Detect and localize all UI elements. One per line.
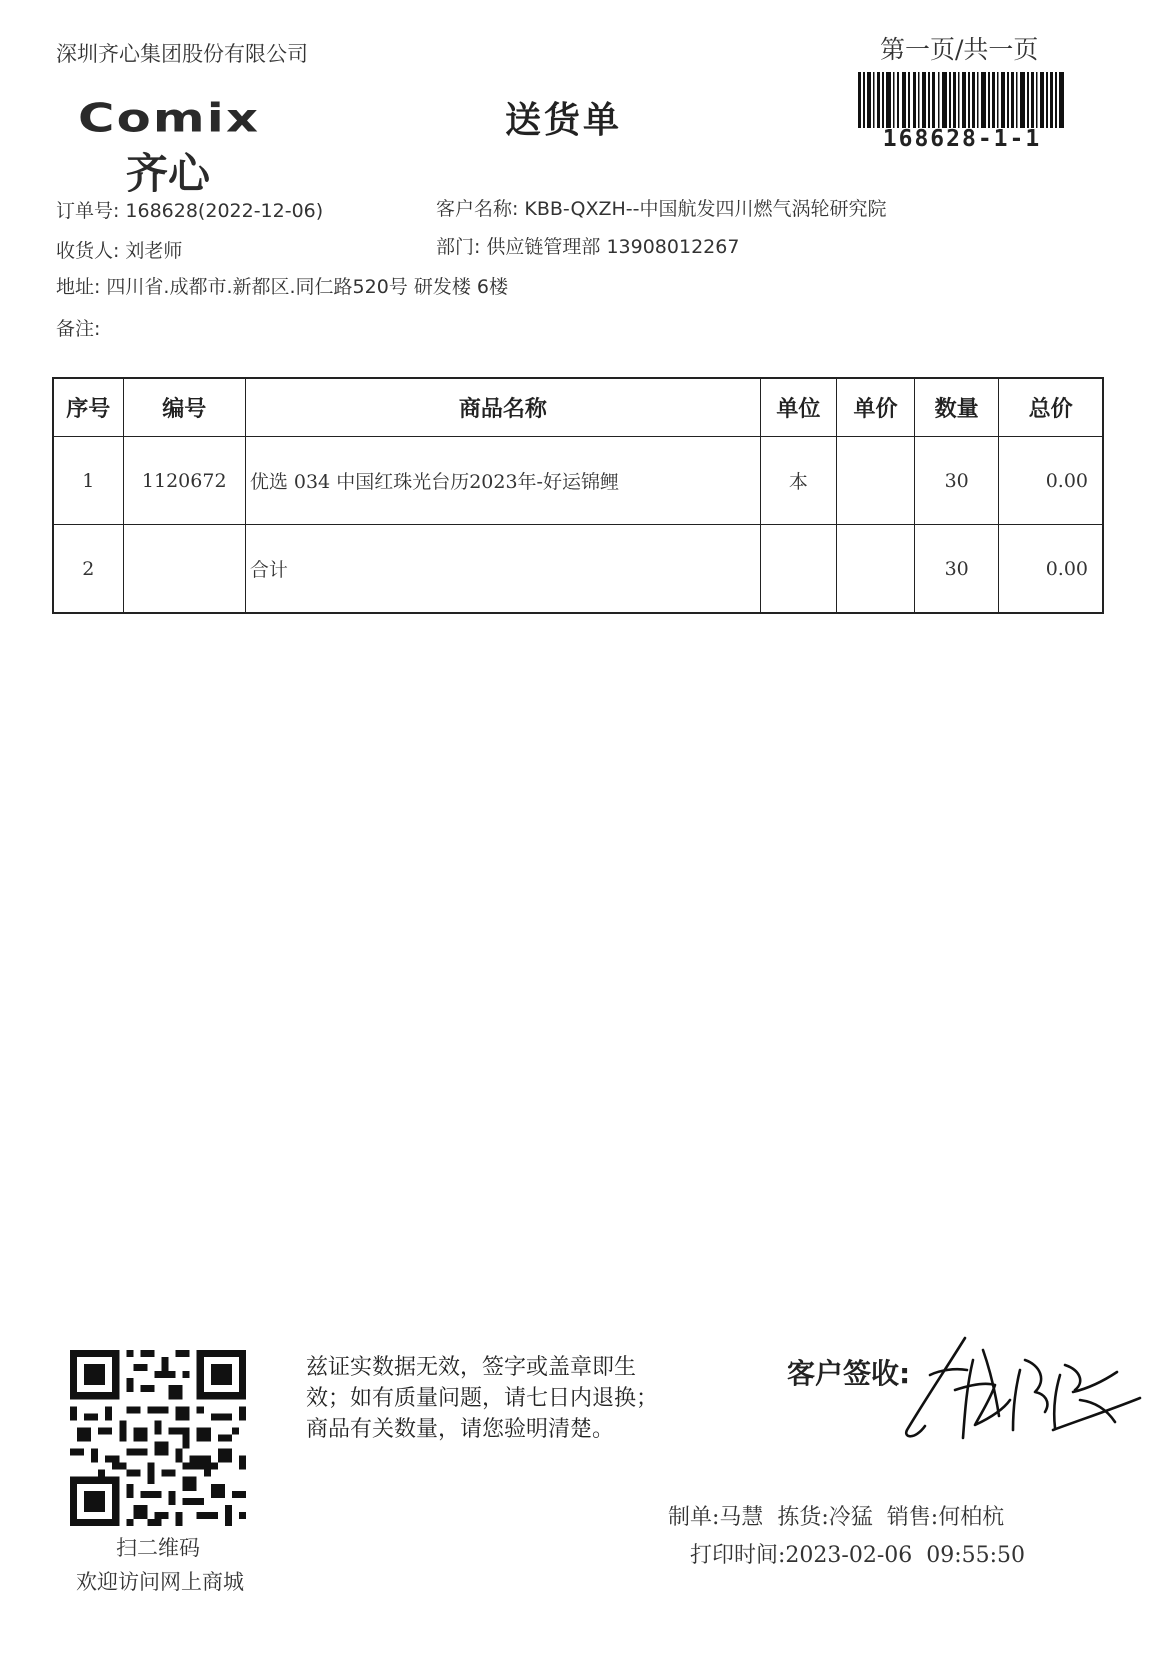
items-table xyxy=(52,377,1104,614)
comix-logo xyxy=(78,96,308,192)
address-field xyxy=(56,272,508,299)
col-header-unit-price: 单价 xyxy=(836,378,914,437)
cell-seq: 1 xyxy=(53,437,123,525)
validity-notice xyxy=(306,1352,706,1445)
order-number-value: 168628(2022-12-06) xyxy=(125,200,324,222)
receiver-label: 收货人: xyxy=(56,240,120,262)
company-name: 深圳齐心集团股份有限公司 xyxy=(56,42,308,66)
department-label: 部门: xyxy=(436,236,481,258)
department-value: 供应链管理部 13908012267 xyxy=(486,236,740,258)
barcode-number: 168628-1-1 xyxy=(882,126,1042,152)
cell-total: 0.00 xyxy=(999,525,1103,614)
cell-quantity: 30 xyxy=(915,437,999,525)
department-field xyxy=(436,232,739,259)
cell-unit xyxy=(760,525,836,614)
cell-product-name: 合计 xyxy=(245,525,760,614)
customer-field xyxy=(436,194,886,221)
cell-unit-price xyxy=(836,437,914,525)
customer-sign-label: 客户签收: xyxy=(787,1357,911,1390)
table-row-total xyxy=(53,525,1103,614)
barcode xyxy=(858,72,1064,128)
cell-product-name: 优选 034 中国红珠光台历2023年-好运锦鲤 xyxy=(245,437,760,525)
cell-total: 0.00 xyxy=(999,437,1103,525)
address-value: 四川省.成都市.新都区.同仁路520号 研发楼 6楼 xyxy=(106,276,508,298)
cell-seq: 2 xyxy=(53,525,123,614)
print-time: 打印时间:2023-02-06 09:55:50 xyxy=(690,1543,1026,1568)
customer-value: KBB-QXZH--中国航发四川燃气涡轮研究院 xyxy=(524,198,887,220)
qr-caption-scan: 扫二维码 xyxy=(116,1536,200,1560)
handwritten-signature xyxy=(895,1330,1145,1450)
order-number-label: 订单号: xyxy=(56,200,120,222)
cell-code xyxy=(123,525,245,614)
notice-line: 商品有关数量，请您验明清楚。 xyxy=(306,1417,615,1442)
cell-quantity: 30 xyxy=(915,525,999,614)
notice-line: 兹证实数据无效，签字或盖章即生 xyxy=(306,1355,637,1380)
logo-text-en: Comix xyxy=(78,96,261,142)
address-label: 地址: xyxy=(56,276,101,298)
col-header-product-name: 商品名称 xyxy=(245,378,760,437)
page-indicator: 第一页/共一页 xyxy=(880,35,1039,64)
page-title: 送货单 xyxy=(505,100,623,141)
order-number-field xyxy=(56,196,323,223)
customer-label: 客户名称: xyxy=(436,198,519,220)
qr-code xyxy=(70,1350,246,1526)
col-header-quantity: 数量 xyxy=(915,378,999,437)
logo-text-cn: 齐心 xyxy=(126,149,211,192)
staff-info: 制单:马慧 拣货:冷猛 销售:何柏杭 xyxy=(668,1505,1005,1530)
receiver-value: 刘老师 xyxy=(125,240,183,262)
col-header-code: 编号 xyxy=(123,378,245,437)
cell-unit-price xyxy=(836,525,914,614)
col-header-unit: 单位 xyxy=(760,378,836,437)
remark-label: 备注: xyxy=(56,318,101,340)
table-header-row xyxy=(53,378,1103,437)
table-row xyxy=(53,437,1103,525)
notice-line: 效；如有质量问题，请七日内退换； xyxy=(306,1386,659,1411)
col-header-seq: 序号 xyxy=(53,378,123,437)
receiver-field xyxy=(56,236,182,263)
cell-unit: 本 xyxy=(760,437,836,525)
remark-field xyxy=(56,314,106,341)
col-header-total: 总价 xyxy=(999,378,1103,437)
qr-caption-visit: 欢迎访问网上商城 xyxy=(76,1570,244,1594)
cell-code: 1120672 xyxy=(123,437,245,525)
